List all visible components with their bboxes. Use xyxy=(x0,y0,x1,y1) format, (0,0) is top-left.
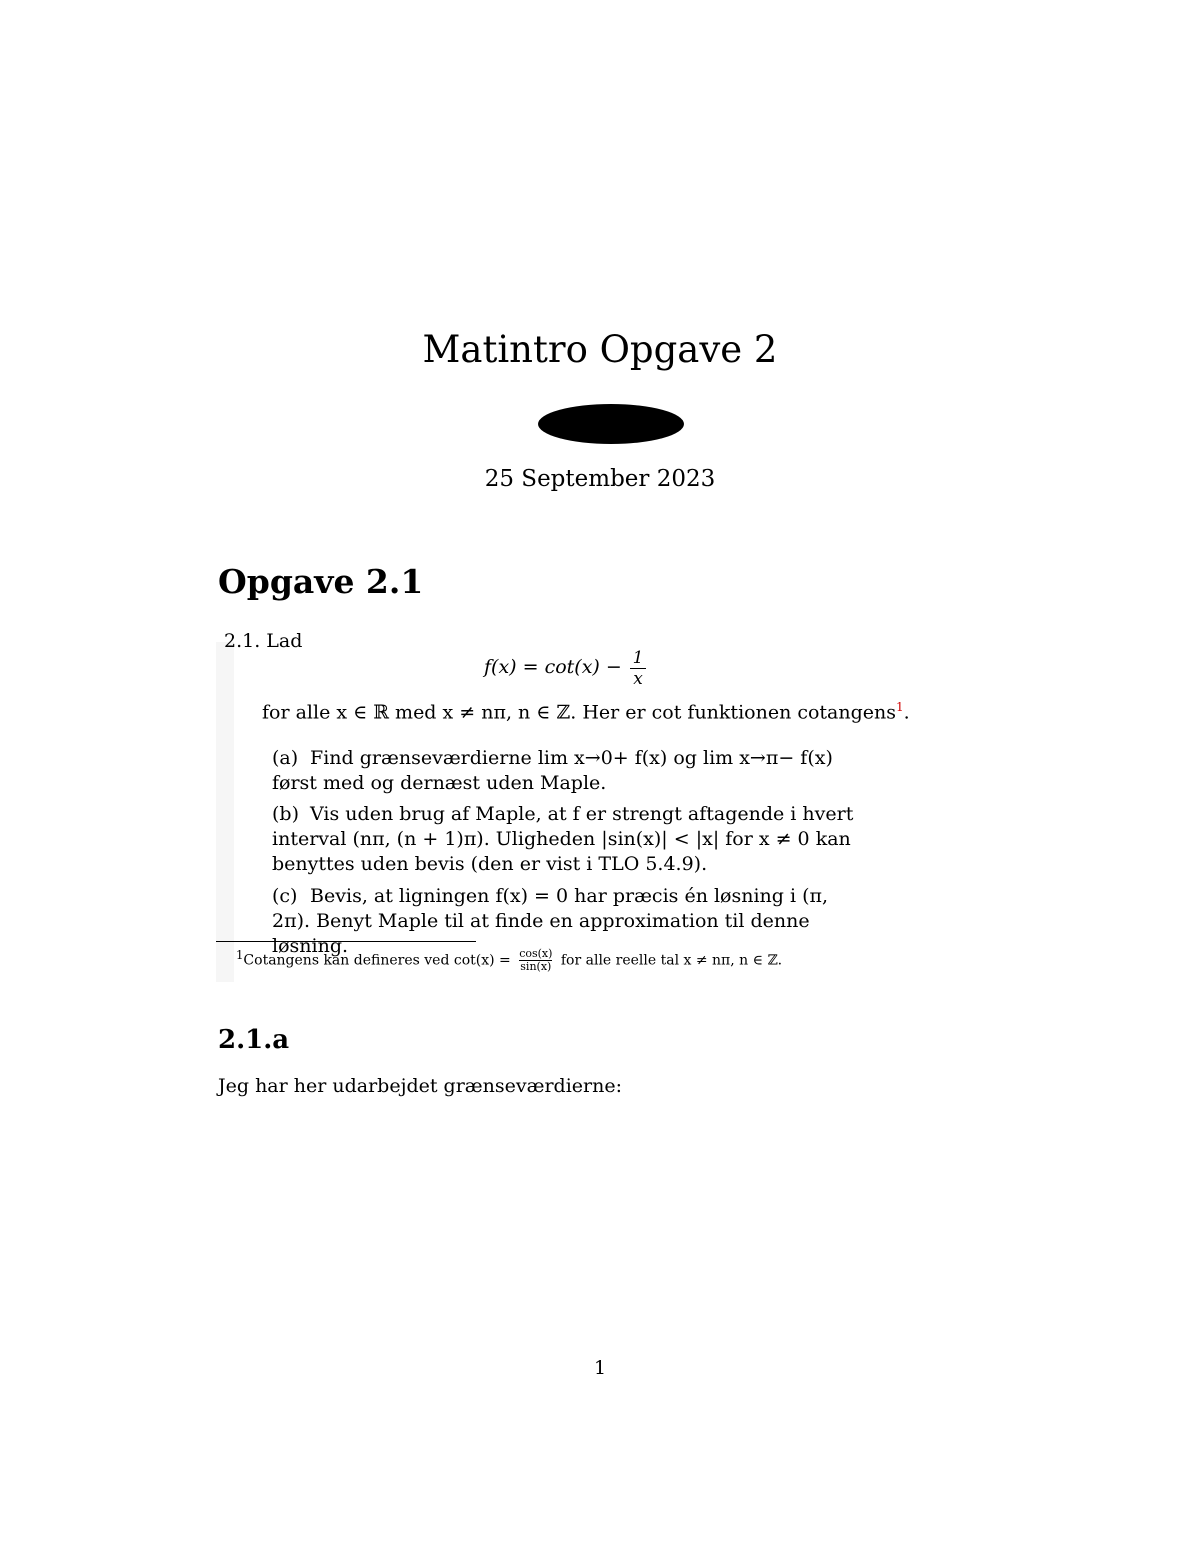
section-heading: Opgave 2.1 xyxy=(218,562,424,601)
formula-fraction xyxy=(630,648,646,689)
subsection-heading: 2.1.a xyxy=(218,1025,290,1055)
item-text: Vis uden brug af Maple, at f er strengt aftagende i hvert interval (nπ, (n + 1)π). Uligheden |sin(x)| < |x| for x ≠ 0 kan benyttes uden bevis (den er vist i TLO 5.4.9). xyxy=(272,803,854,875)
footnote-fraction-num: cos(x) xyxy=(519,947,553,961)
footnote-marker: 1 xyxy=(896,700,904,714)
footnote-number: 1 xyxy=(236,948,244,962)
item-label: (a) xyxy=(272,747,299,769)
domain-line: for alle x ∈ ℝ med x ≠ nπ, n ∈ ℤ. Her er cot funktionen cotangens$^1$. xyxy=(262,700,910,724)
footnote-fraction-den: sin(x) xyxy=(520,960,552,974)
exercise-number: 2.1. Lad xyxy=(224,630,303,652)
document-date: 25 September 2023 xyxy=(484,466,716,492)
exercise-item-c xyxy=(272,884,872,959)
footnote-suffix: for alle reelle tal x ≠ nπ, n ∈ ℤ. xyxy=(560,952,783,969)
fraction-denominator: x xyxy=(630,668,646,689)
item-text: Find grænseværdierne lim x→0+ f(x) og lim x→π− f(x) først med og dernæst uden Maple. xyxy=(272,747,833,794)
excerpt-shade xyxy=(216,642,234,982)
item-text: Bevis, at ligningen f(x) = 0 har præcis én løsning i (π, 2π). Benyt Maple til at finde en approximation til denne løsning. xyxy=(272,885,829,957)
domain-text: for alle x ∈ ℝ med x ≠ nπ, n ∈ ℤ. Her er cot funktionen cotangens xyxy=(262,701,897,724)
fraction-numerator: 1 xyxy=(632,648,644,668)
page-number: 1 xyxy=(593,1357,607,1379)
body-paragraph: Jeg har her udarbejdet grænseværdierne: xyxy=(218,1075,623,1097)
redacted-author xyxy=(538,404,684,444)
item-label: (c) xyxy=(272,885,298,907)
exercise-item-b xyxy=(272,802,872,877)
footnote-prefix: Cotangens kan defineres ved cot(x) = xyxy=(243,952,511,969)
function-definition: f(x) = cot(x) − xyxy=(484,656,622,678)
item-label: (b) xyxy=(272,803,299,825)
exercise-item-a xyxy=(272,746,872,796)
document-title: Matintro Opgave 2 xyxy=(422,328,778,371)
